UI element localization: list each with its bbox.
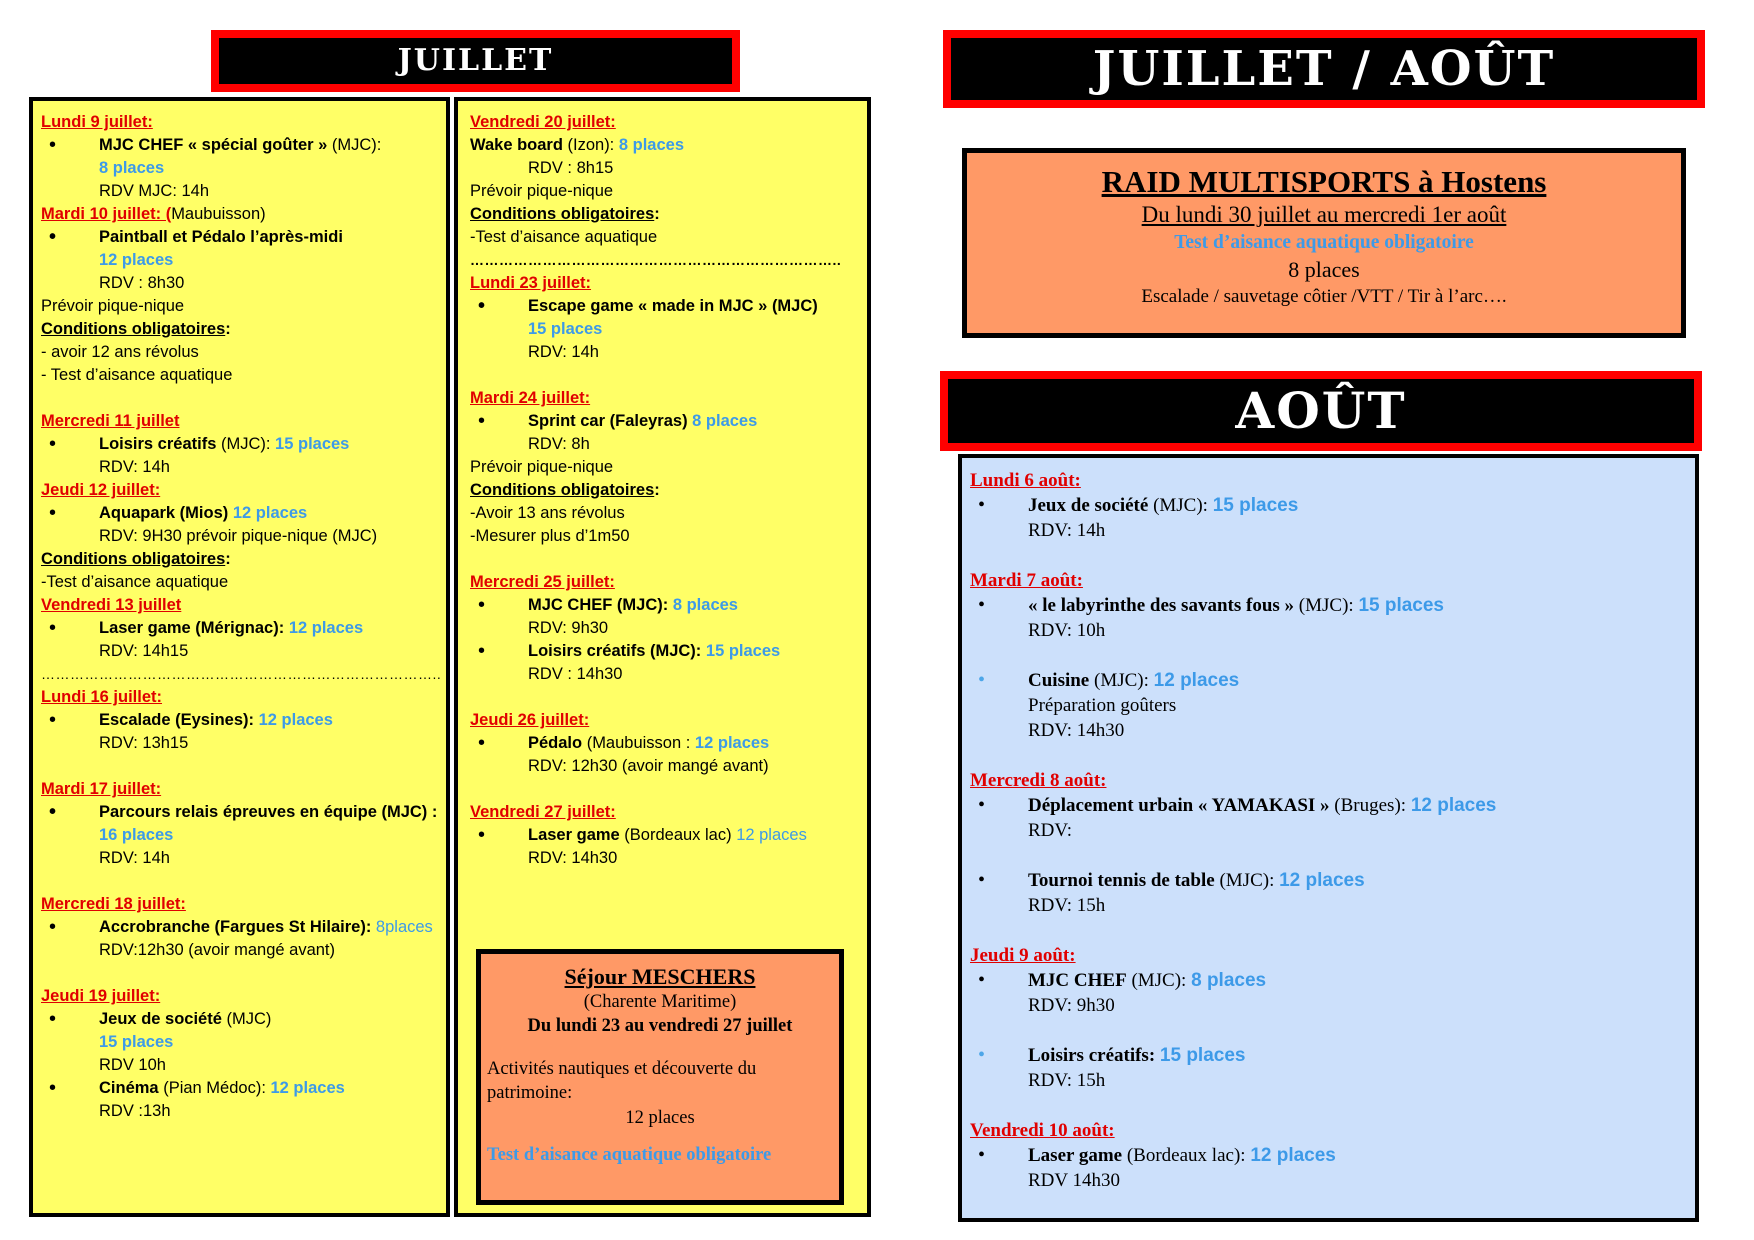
places-count: 8 places: [1191, 970, 1267, 991]
activity-name: MJC CHEF (MJC):: [528, 596, 669, 614]
day-heading: Vendredi 10 août:: [970, 1120, 1115, 1141]
picnic-note: Prévoir pique-nique: [470, 182, 614, 200]
day-heading: Mercredi 11 juillet: [41, 412, 180, 430]
rdv-time: RDV: 14h15: [99, 642, 189, 660]
day-heading: Mardi 7 août:: [970, 570, 1083, 591]
day-heading: Vendredi 20 juillet:: [470, 113, 616, 131]
places-count: 12 places: [1250, 1145, 1336, 1166]
rdv-time: RDV: 14h30: [528, 849, 618, 867]
condition-item: -Mesurer plus d’1m50: [470, 527, 630, 545]
condition-item: -Test d’aisance aquatique: [470, 228, 658, 246]
places-count: 8 places: [672, 596, 738, 614]
activity-name: • Parcours relais épreuves en équipe (MJC) :: [41, 801, 446, 824]
places-count: 12 places: [288, 619, 364, 637]
day-heading: Lundi 9 juillet:: [41, 113, 153, 131]
meschers-description-2: patrimoine:: [487, 1083, 573, 1103]
rdv-time: RDV: 9h30: [528, 619, 609, 637]
dotted-separator: …………………………………………………………………..: [470, 252, 842, 268]
places-count: 8places: [375, 918, 433, 936]
aout-header: [940, 371, 1702, 451]
activity-name: Wake board: [470, 136, 563, 154]
raid-box: [962, 148, 1686, 338]
activity-name: Jeux de société: [1028, 495, 1149, 516]
rdv-time: RDV: 13h15: [99, 734, 189, 752]
rdv-time: RDV:12h30 (avoir mangé avant): [99, 941, 336, 959]
day-heading: Lundi 16 juillet:: [41, 688, 163, 706]
places-count: 12 places: [99, 251, 174, 269]
places-count: 15 places: [705, 642, 781, 660]
activity-detail: Préparation goûters: [1028, 695, 1177, 716]
rdv-time: RDV: 14h: [528, 343, 599, 361]
raid-dates: Du lundi 30 juillet au mercredi 1er août: [1141, 202, 1507, 227]
day-heading: Mardi 17 juillet:: [41, 780, 162, 798]
places-count: 12 places: [1153, 670, 1240, 691]
rdv-time: RDV 10h: [99, 1056, 166, 1074]
meschers-description: Activités nautiques et découverte du: [487, 1059, 757, 1079]
rdv-time: RDV: 9H30 prévoir pique-nique (MJC): [99, 527, 378, 545]
places-count: 8 places: [692, 412, 758, 430]
activity-name: Loisirs créatifs:: [1028, 1045, 1156, 1066]
juillet-header: [211, 30, 740, 92]
rdv-time: RDV: 14h: [1028, 520, 1106, 541]
raid-places: 8 places: [1288, 257, 1360, 282]
places-count: 15 places: [99, 1033, 174, 1051]
places-count: 15 places: [1358, 595, 1445, 616]
meschers-box: [476, 949, 844, 1205]
activity-name: Laser game (Mérignac):: [99, 619, 285, 637]
places-count: 12 places: [1279, 870, 1365, 891]
day-heading: Mardi 24 juillet:: [470, 389, 591, 407]
meschers-title: Séjour MESCHERS: [564, 964, 756, 989]
activity-name: Laser game: [1028, 1145, 1123, 1166]
rdv-time: RDV: 8h: [528, 435, 590, 453]
raid-activities: Escalade / sauvetage côtier /VTT / Tir à l’arc….: [1141, 286, 1507, 307]
aout-header-text: AOÛT: [1235, 381, 1407, 440]
day-heading: Jeudi 26 juillet:: [470, 711, 590, 729]
rdv-time: RDV: 10h: [1028, 620, 1106, 641]
rdv-time: RDV : 8h15: [528, 159, 614, 177]
day-heading: Lundi 6 août:: [970, 470, 1081, 491]
places-count: 15 places: [528, 320, 603, 338]
activity-name: Pédalo: [528, 734, 583, 752]
aout-column: Lundi 6 août: • Jeux de société (MJC): 15 places RDV: 14h Mardi 7 août: • « le labyrinthe des savants fous » (MJC): 15 places RDV: 10h • Cuisine (MJC): 12 places Préparation goûters RDV: 14h30 Mercredi 8 août: • Déplacement urbain « YAMAKASI » (Bruges): 12 places RDV: • Tournoi tennis de table (MJC): 12 places RDV: 15h Jeudi 9 août: • MJC CHEF (MJC): 8 places RDV: 9h30 • Loisirs créatifs: 15 places RDV: 15h Vendredi 10 août: • Laser game (Bordeaux lac): 12 places RDV 14h30: [958, 454, 1699, 1222]
juillet-aout-header: [943, 30, 1705, 108]
rdv-time: RDV: 12h30 (avoir mangé avant): [528, 757, 769, 775]
activity-name: Sprint car: [528, 412, 606, 430]
activity-name: Aquapark (Mios): [99, 504, 229, 522]
picnic-note: Prévoir pique-nique: [470, 458, 614, 476]
rdv-time: RDV: 14h30: [1028, 720, 1125, 741]
activity-name: Loisirs créatifs: [99, 435, 217, 453]
rdv-time: RDV: 15h: [1028, 1070, 1106, 1091]
activity-name: Cinéma: [99, 1079, 159, 1097]
condition-item: -Avoir 13 ans révolus: [470, 504, 625, 522]
places-count: 8 places: [99, 159, 165, 177]
raid-note: Test d’aisance aquatique obligatoire: [1174, 232, 1474, 253]
rdv-time: RDV :13h: [99, 1102, 171, 1120]
day-heading: Jeudi 9 août:: [970, 945, 1076, 966]
places-count: 12 places: [736, 826, 807, 844]
day-heading: Vendredi 13 juillet: [41, 596, 182, 614]
day-heading: Lundi 23 juillet:: [470, 274, 592, 292]
places-count: 15 places: [1159, 1045, 1246, 1066]
activity-name: « le labyrinthe des savants fous »: [1028, 595, 1295, 616]
day-heading: Mercredi 25 juillet:: [470, 573, 615, 591]
activity-name: Déplacement urbain « YAMAKASI »: [1028, 795, 1330, 816]
day-heading: Jeudi 12 juillet:: [41, 481, 161, 499]
places-count: 12 places: [1410, 795, 1497, 816]
conditions-label: Conditions obligatoires: [470, 205, 655, 223]
meschers-region: (Charente Maritime): [583, 992, 737, 1012]
juillet-column-1: Lundi 9 juillet: • MJC CHEF « spécial goûter » (MJC): 8 places RDV MJC: 14h Mardi 10 juillet: (Maubuisson) • Paintball et Pédalo l’après-midi 12 places RDV : 8h30 Prévoir pique-nique Conditions obligatoires: - avoir 12 ans révolus - Test d’aisance aquatique Mercredi 11 juillet • Loisirs créatifs (MJC): 15 places RDV: 14h Jeudi 12 juillet: • Aquapark (Mios) 12 places RDV: 9H30 prévoir pique-nique (MJC) Conditions obligatoires: -Test d’aisance aquatique Vendredi 13 juillet • Laser game (Mérignac): 12 places RDV: 14h15 ……………………………………………………………………….. Lundi 16 juillet: • Escalade (Eysines): 12 places RDV: 13h15 Mardi 17 juillet: • Parcours relais épreuves en équipe (MJC) : 16 places RDV: 14h Mercredi 18 juillet: • Accrobranche (Fargues St Hilaire): 8places RDV:12h30 (avoir mangé avant) Jeudi 19 juillet: • Jeux de société (MJC) 15 places RDV 10h • Cinéma (Pian Médoc): 12 places RDV :13h: [29, 97, 450, 1217]
activity-name: Escalade (Eysines):: [99, 711, 254, 729]
day-heading: Mardi 10 juillet: (: [41, 205, 172, 223]
conditions-label: Conditions obligatoires: [41, 550, 226, 568]
juillet-aout-header-text: JUILLET / AOÛT: [1092, 41, 1556, 97]
rdv-time: RDV: 15h: [1028, 895, 1106, 916]
places-count: 12 places: [694, 734, 770, 752]
activity-name: • Paintball et Pédalo l’après-midi: [41, 226, 446, 249]
rdv-time: RDV : 14h30: [528, 665, 623, 683]
activity-name: Jeux de société: [99, 1010, 222, 1028]
places-count: 15 places: [1212, 495, 1299, 516]
conditions-label: Conditions obligatoires: [41, 320, 226, 338]
day-heading: Vendredi 27 juillet:: [470, 803, 616, 821]
day-heading: Jeudi 19 juillet:: [41, 987, 161, 1005]
dotted-separator: ………………………………………………………………………..: [41, 666, 442, 682]
picnic-note: Prévoir pique-nique: [41, 297, 185, 315]
rdv-time: RDV : 8h30: [99, 274, 185, 292]
raid-title: RAID MULTISPORTS à Hostens: [1101, 164, 1547, 199]
places-count: 12 places: [258, 711, 333, 729]
rdv-time: RDV:: [1028, 820, 1072, 841]
activity-name: Cuisine: [1028, 670, 1090, 691]
places-count: 15 places: [275, 435, 350, 453]
conditions-label: Conditions obligatoires: [470, 481, 655, 499]
activity-name: MJC CHEF « spécial goûter »: [99, 136, 328, 154]
rdv-time: RDV: 9h30: [1028, 995, 1115, 1016]
rdv-time: RDV: 14h: [99, 458, 170, 476]
condition-item: -Test d’aisance aquatique: [41, 573, 229, 591]
juillet-column-2: Vendredi 20 juillet: Wake board (Izon): 8 places RDV : 8h15 Prévoir pique-nique Conditions obligatoires: -Test d’aisance aquatique ………………………………………………………………….. Lundi 23 juillet: • Escape game « made in MJC » (MJC) 15 places RDV: 14h Mardi 24 juillet: • Sprint car (Faleyras) 8 places RDV: 8h Prévoir pique-nique Conditions obligatoires: -Avoir 13 ans révolus -Mesurer plus d’1m50 Mercredi 25 juillet: • MJC CHEF (MJC): 8 places RDV: 9h30 • Loisirs créatifs (MJC): 15 places RDV : 14h30 Jeudi 26 juillet: • Pédalo (Maubuisson : 12 places RDV: 12h30 (avoir mangé avant) Vendredi 27 juillet: • Laser game (Bordeaux lac) 12 places RDV: 14h30: [454, 97, 871, 1217]
activity-name: Loisirs créatifs (MJC):: [528, 642, 702, 660]
activity-name: Accrobranche (Fargues St Hilaire):: [99, 918, 372, 936]
places-count: 12 places: [232, 504, 308, 522]
juillet-header-text: JUILLET: [397, 43, 554, 78]
places-count: 8 places: [618, 136, 684, 154]
day-heading: Mercredi 8 août:: [970, 770, 1107, 791]
activity-name: • Escape game « made in MJC » (MJC): [470, 295, 867, 318]
places-count: 16 places: [99, 826, 174, 844]
meschers-dates: Du lundi 23 au vendredi 27 juillet: [527, 1016, 793, 1036]
rdv-time: RDV: 14h: [99, 849, 170, 867]
activity-name: Tournoi tennis de table: [1028, 870, 1215, 891]
rdv-time: RDV MJC: 14h: [99, 182, 210, 200]
meschers-places: 12 places: [625, 1108, 695, 1128]
condition-item: - Test d’aisance aquatique: [41, 366, 233, 384]
day-heading: Mercredi 18 juillet:: [41, 895, 186, 913]
condition-item: - avoir 12 ans révolus: [41, 343, 199, 361]
rdv-time: RDV 14h30: [1028, 1170, 1121, 1191]
activity-name: MJC CHEF: [1028, 970, 1127, 991]
meschers-note: Test d’aisance aquatique obligatoire: [487, 1145, 772, 1165]
places-count: 12 places: [270, 1079, 345, 1097]
activity-name: Laser game: [528, 826, 620, 844]
